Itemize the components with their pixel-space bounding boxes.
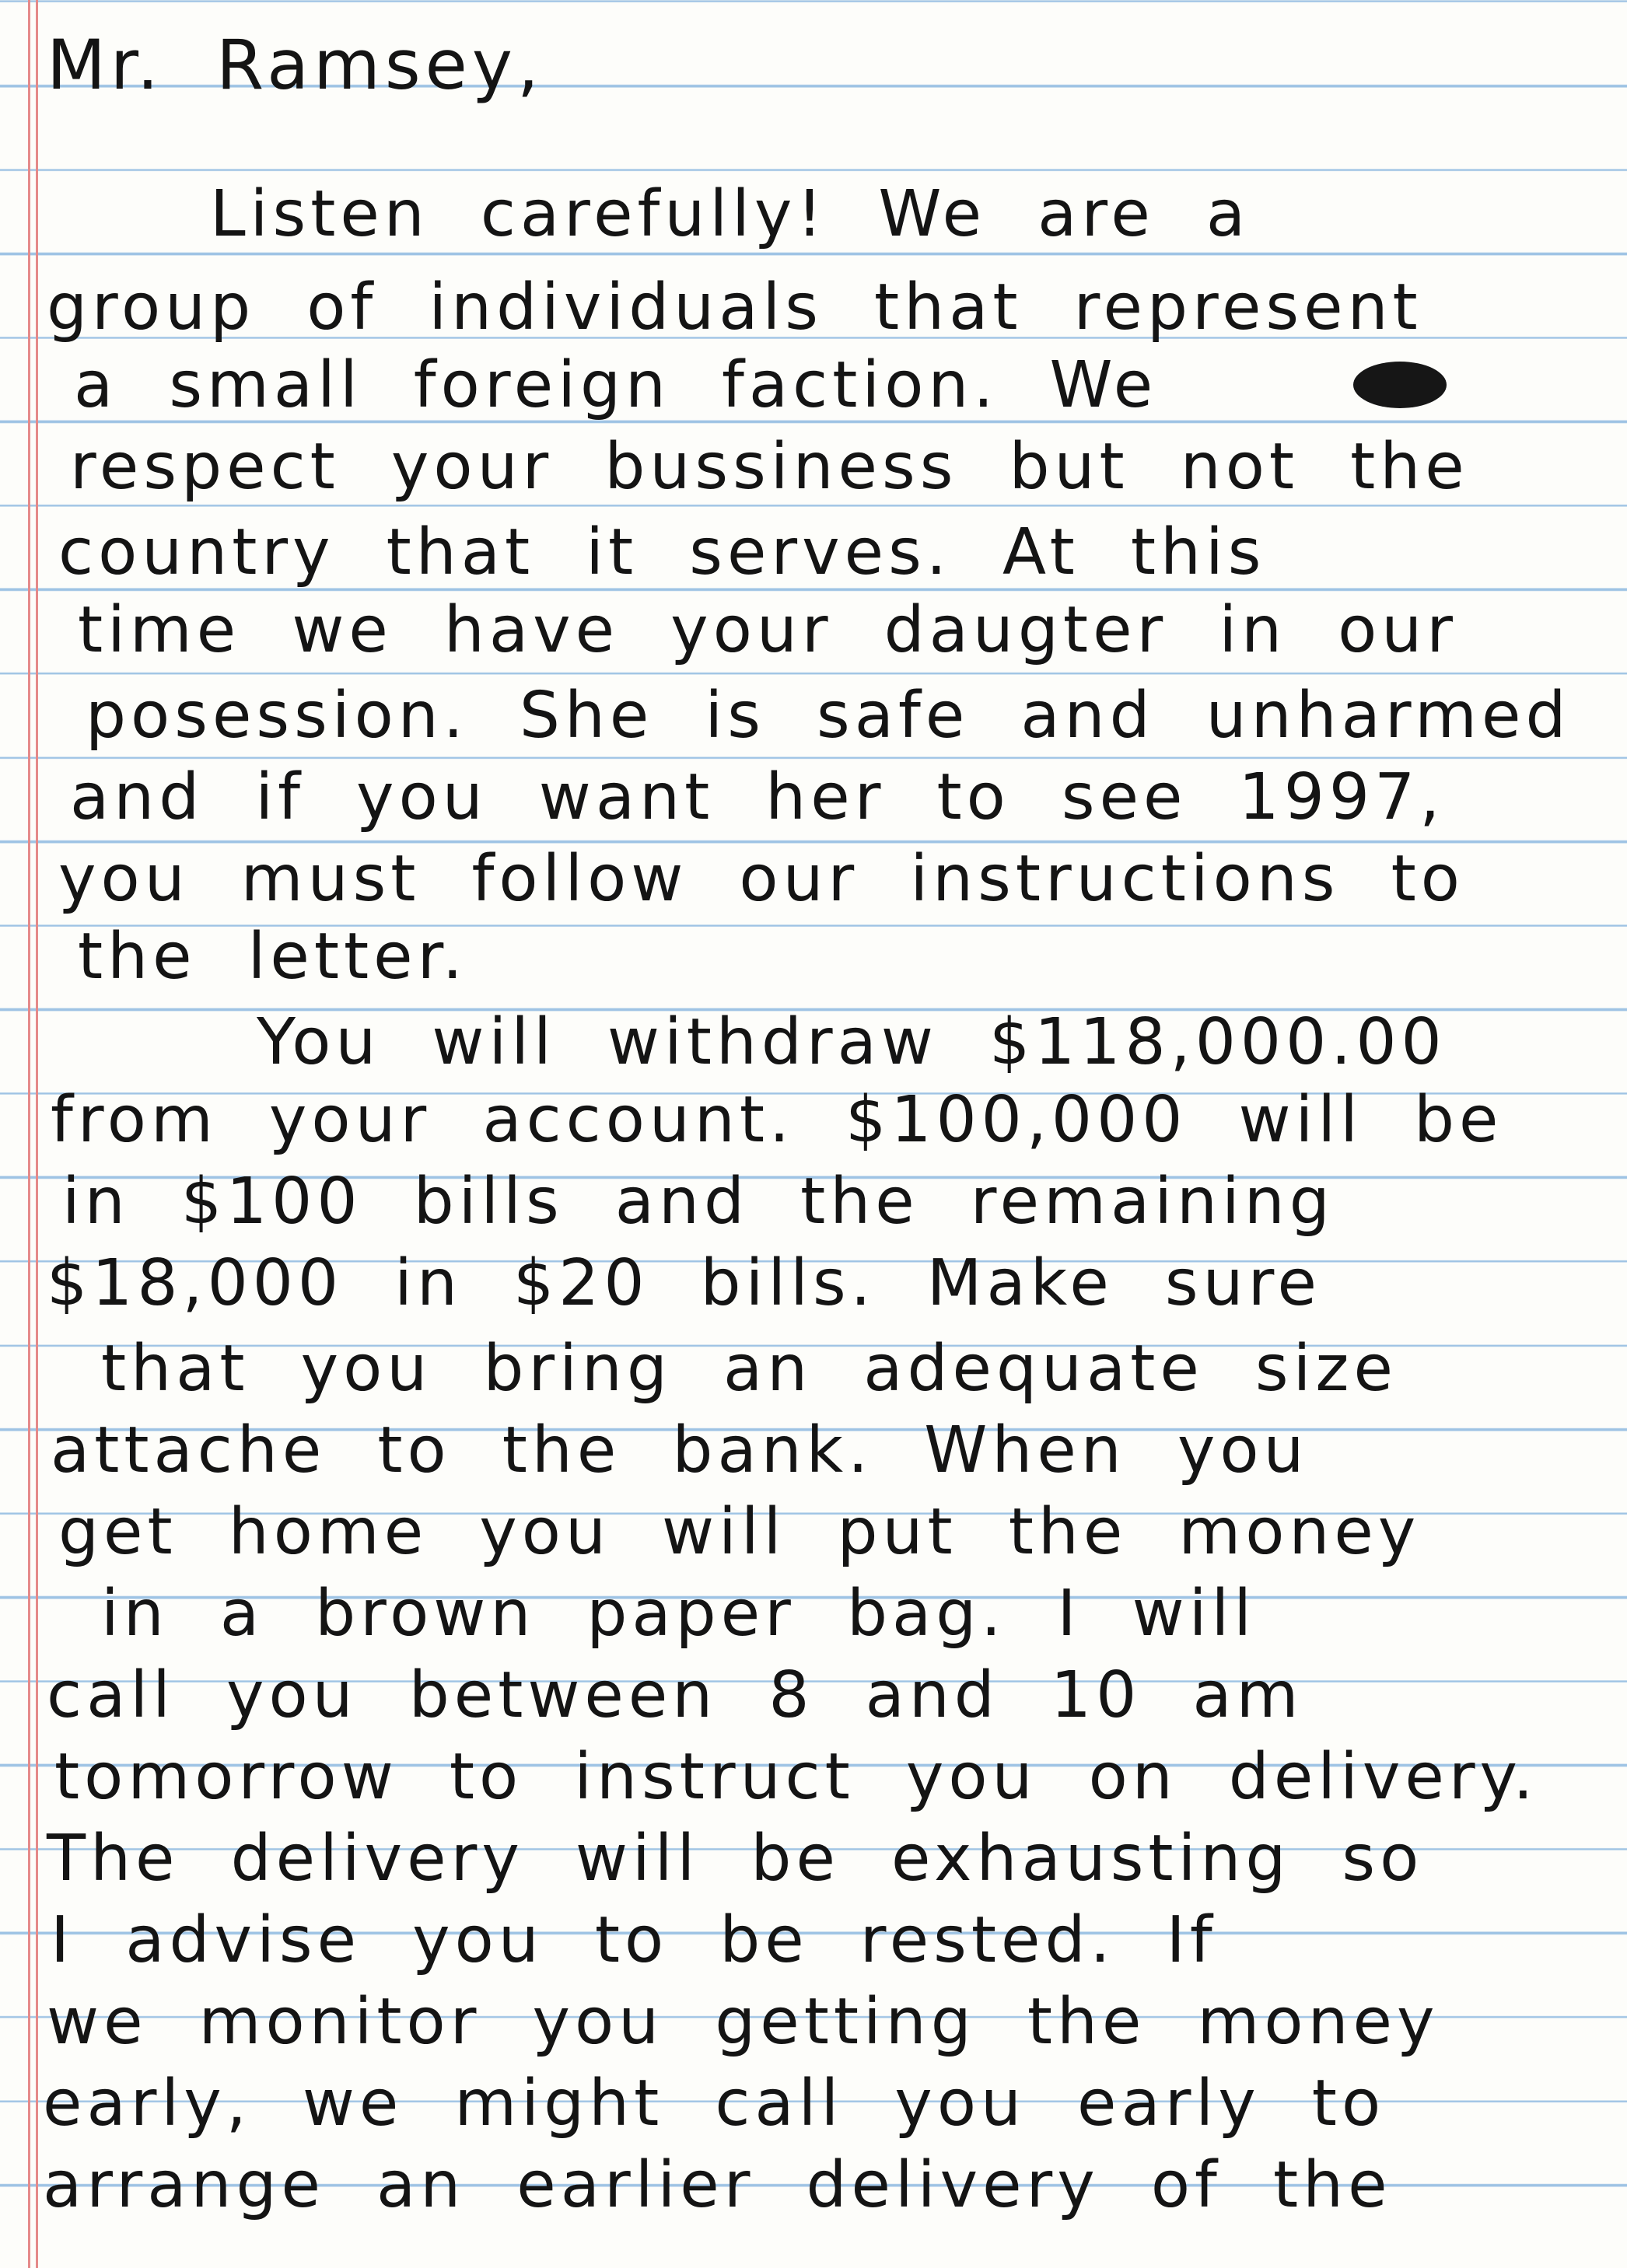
letter-line: The delivery will be exhausting so bbox=[47, 1822, 1424, 1896]
letter-line: in a brown paper bag. I will bbox=[101, 1577, 1257, 1651]
letter-line: and if you want her to see 1997, bbox=[70, 760, 1445, 834]
letter-line: group of individuals that represent bbox=[47, 271, 1422, 344]
letter-line: in $100 bills and the remaining bbox=[62, 1165, 1335, 1239]
letter-line: arrange an earlier delivery of the bbox=[43, 2148, 1392, 2222]
letter-line: from your account. $100,000 will be bbox=[51, 1083, 1503, 1157]
letter-line: tomorrow to instruct you on delivery. bbox=[54, 1740, 1538, 1814]
letter-line: attache to the bank. When you bbox=[51, 1414, 1309, 1487]
letter-line: $18,000 in $20 bills. Make sure bbox=[47, 1246, 1321, 1320]
ink-scribble bbox=[1353, 362, 1447, 408]
letter-line: get home you will put the money bbox=[58, 1495, 1421, 1569]
letter-line: country that it serves. At this bbox=[58, 515, 1266, 589]
letter-line: you must follow our instructions to bbox=[58, 842, 1464, 916]
margin-rule bbox=[28, 0, 30, 2268]
letter-line: that you bring an adequate size bbox=[101, 1332, 1398, 1406]
margin-rule bbox=[36, 0, 38, 2268]
letter-line: You will withdraw $118,000.00 bbox=[257, 1005, 1447, 1079]
letter-line: we monitor you getting the money bbox=[47, 1985, 1440, 2059]
letter-line: posession. She is safe and unharmed bbox=[86, 679, 1571, 753]
letter-line: Listen carefully! We are a bbox=[210, 177, 1251, 251]
salutation: Mr. Ramsey, bbox=[47, 25, 544, 105]
letter-line: a small foreign faction. We bbox=[74, 348, 1158, 422]
letter-line: I advise you to be rested. If bbox=[51, 1903, 1217, 1977]
letter-line: respect your bussiness but not the bbox=[70, 430, 1469, 504]
letter-line: call you between 8 and 10 am bbox=[47, 1658, 1303, 1732]
letter-line: early, we might call you early to bbox=[43, 2067, 1386, 2140]
letter-line: the letter. bbox=[78, 920, 467, 994]
letter-line: time we have your daugter in our bbox=[78, 593, 1457, 667]
